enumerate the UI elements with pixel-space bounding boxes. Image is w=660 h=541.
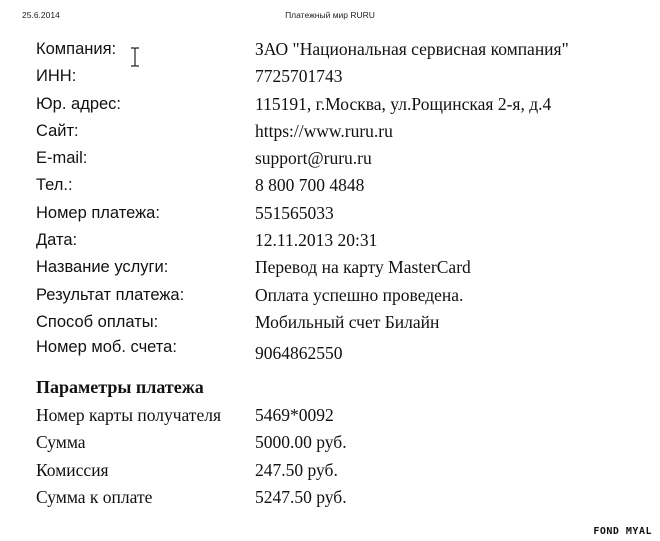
detail-label: Юр. адрес: — [36, 94, 122, 113]
detail-value: Перевод на карту MasterCard — [255, 257, 471, 278]
detail-value: Оплата успешно проведена. — [255, 284, 464, 305]
payment-details — [36, 36, 636, 367]
page-header — [22, 10, 638, 24]
param-label: Комиссия — [36, 459, 109, 480]
detail-value: 9064862550 — [255, 343, 343, 364]
detail-label: E-mail: — [36, 149, 88, 168]
page-title: Платежный мир RURU — [285, 10, 375, 20]
param-label: Сумма — [36, 432, 86, 453]
param-row-card — [36, 402, 636, 429]
param-row-fee — [36, 457, 636, 484]
detail-row-payment-number — [36, 200, 636, 227]
detail-value: Мобильный счет Билайн — [255, 311, 440, 332]
param-value: 247.50 руб. — [255, 459, 338, 480]
detail-row-method — [36, 309, 636, 336]
detail-row-date — [36, 227, 636, 254]
detail-row-result — [36, 282, 636, 309]
param-label: Номер карты получателя — [36, 405, 222, 425]
detail-value: ЗАО "Национальная сервисная компания" — [255, 39, 569, 59]
detail-label: Способ оплаты: — [36, 312, 159, 331]
detail-label: Номер платежа: — [36, 203, 160, 222]
detail-row-inn — [36, 63, 636, 90]
detail-value-email-link[interactable]: support@ruru.ru — [255, 148, 372, 169]
detail-label: Дата: — [36, 231, 78, 250]
watermark: FOND MYAL — [593, 526, 652, 537]
param-row-amount — [36, 429, 636, 456]
detail-label: Название услуги: — [36, 258, 169, 277]
detail-value: 12.11.2013 20:31 — [255, 230, 378, 251]
detail-label: Результат платежа: — [36, 285, 185, 304]
param-value: 5469*0092 — [255, 405, 334, 425]
detail-row-email — [36, 145, 636, 172]
section-title-payment-params: Параметры платежа — [36, 377, 204, 397]
payment-params — [36, 402, 636, 511]
detail-row-company — [36, 36, 636, 63]
detail-label: Сайт: — [36, 121, 79, 140]
detail-label: Номер моб. счета: — [36, 338, 177, 357]
detail-label: Компания: — [36, 40, 117, 58]
detail-value: 7725701743 — [255, 66, 343, 87]
detail-row-mobile-account — [36, 336, 636, 367]
param-value: 5000.00 руб. — [255, 432, 347, 453]
detail-value-site-link[interactable]: https://www.ruru.ru — [255, 120, 393, 141]
detail-value: 8 800 700 4848 — [255, 175, 365, 196]
detail-value: 115191, г.Москва, ул.Рощинская 2-я, д.4 — [255, 93, 552, 114]
detail-row-address — [36, 91, 636, 118]
detail-label: ИНН: — [36, 67, 77, 86]
text-cursor-icon — [129, 47, 141, 67]
detail-label: Тел.: — [36, 176, 73, 195]
print-date: 25.6.2014 — [22, 10, 60, 20]
param-value: 5247.50 руб. — [255, 486, 347, 507]
detail-row-service — [36, 254, 636, 281]
detail-value: 551565033 — [255, 202, 334, 223]
detail-row-site — [36, 118, 636, 145]
param-label: Сумма к оплате — [36, 486, 153, 507]
detail-row-phone — [36, 172, 636, 199]
param-row-total — [36, 484, 636, 511]
